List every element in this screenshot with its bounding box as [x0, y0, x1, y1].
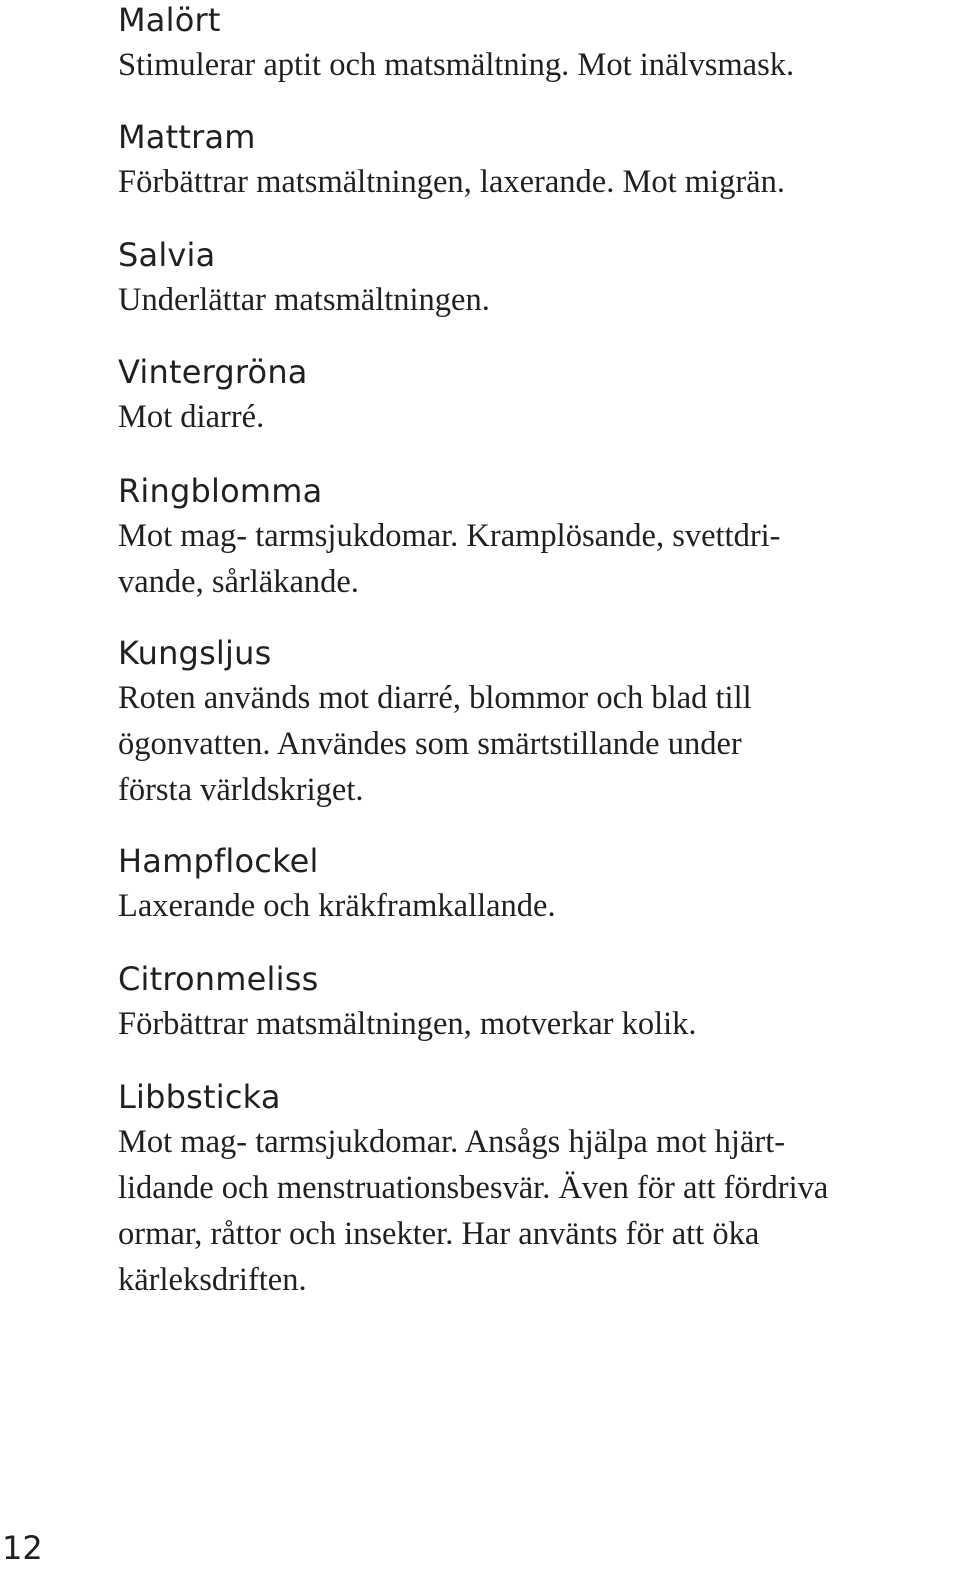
herb-name: Mattram: [118, 118, 256, 156]
herb-name: Libbsticka: [118, 1078, 281, 1116]
herb-entry-mattram: [118, 119, 960, 205]
herb-entry-hampflockel: [118, 843, 960, 929]
herb-name: Salvia: [118, 236, 216, 274]
herb-entry-ringblomma: [118, 473, 960, 605]
herb-name: Malört: [118, 1, 221, 39]
herb-description: Roten används mot diarré, blommor och blad till ögonvatten. Användes som smärtstillande under första världskriget.: [118, 680, 752, 808]
herb-description: Laxerande och kräkframkallande.: [118, 888, 556, 924]
herb-description: Förbättrar matsmältningen, motverkar kolik.: [118, 1006, 697, 1042]
herb-description: Stimulerar aptit och matsmältning. Mot inälvsmask.: [118, 47, 795, 83]
herb-name: Ringblomma: [118, 472, 323, 510]
herb-entry-salvia: [118, 237, 960, 323]
herb-entry-vintergrona: [118, 354, 960, 440]
herb-entry-malort: [118, 2, 960, 88]
herb-description: Underlättar matsmältningen.: [118, 282, 490, 318]
page-number: 12: [2, 1529, 43, 1567]
herb-description: Mot mag- tarmsjukdomar. Ansågs hjälpa mot hjärt- lidande och menstruationsbesvär. Även för att fördriva ormar, råttor och insekter. Har använts för att öka kärleksdriften.: [118, 1124, 829, 1298]
herb-entry-kungsljus: [118, 635, 960, 813]
herb-name: Vintergröna: [118, 353, 308, 391]
herb-description: Mot diarré.: [118, 399, 265, 435]
herb-name: Citronmeliss: [118, 960, 319, 998]
herb-description: Mot mag- tarmsjukdomar. Kramplösande, svettdri- vande, sårläkande.: [118, 518, 781, 600]
herb-entry-libbsticka: [118, 1079, 960, 1303]
herb-name: Kungsljus: [118, 634, 272, 672]
herb-description: Förbättrar matsmältningen, laxerande. Mot migrän.: [118, 164, 785, 200]
herb-name: Hampflockel: [118, 842, 319, 880]
herb-entry-citronmeliss: [118, 961, 960, 1047]
